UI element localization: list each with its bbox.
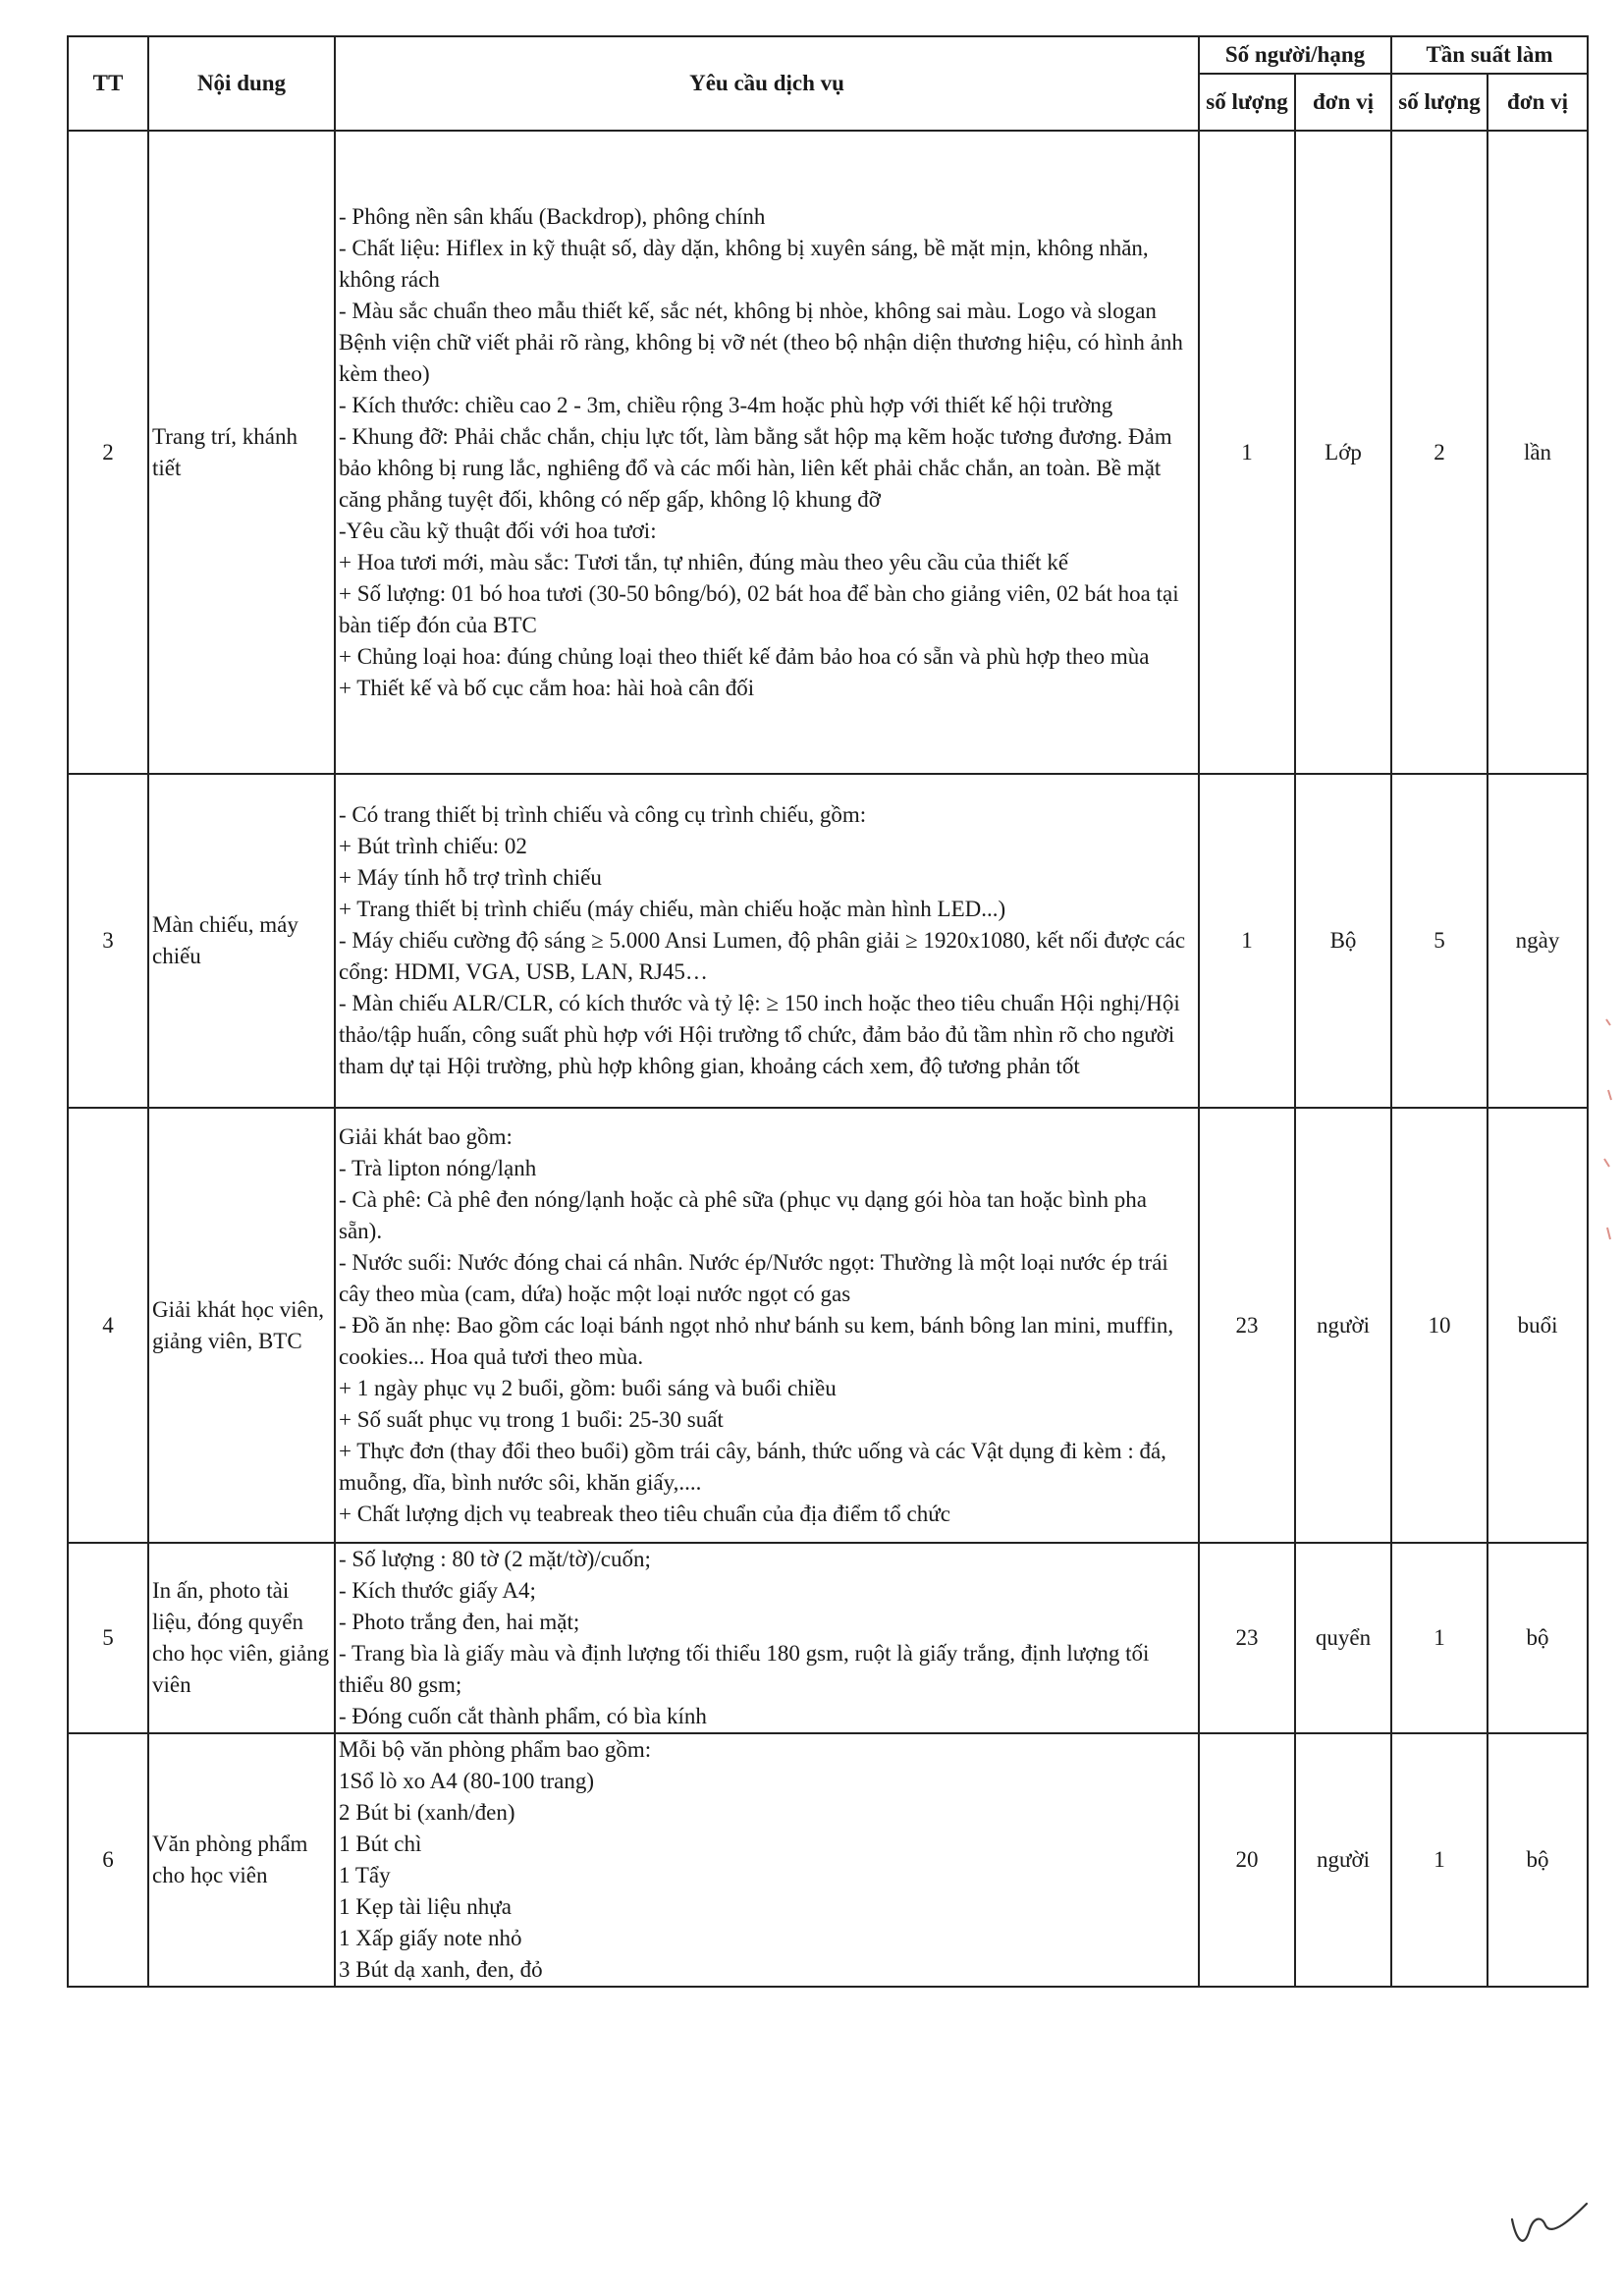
- requirement-line: Giải khát bao gồm:: [339, 1123, 513, 1149]
- header-people-group: Số người/hạng: [1199, 36, 1391, 74]
- requirement-line: + Số lượng: 01 bó hoa tươi (30-50 bông/bó), 02 bát hoa để bàn cho giảng viên, 02 bát hoa tại bàn tiếp đón của BTC: [339, 580, 1179, 637]
- row-content: In ấn, photo tài liệu, đóng quyển cho học viên, giảng viên: [148, 1543, 335, 1733]
- requirement-line: + 1 ngày phục vụ 2 buổi, gồm: buổi sáng và buổi chiều: [339, 1375, 837, 1400]
- header-people-unit: đơn vị: [1295, 74, 1391, 131]
- row-requirements: [335, 774, 1199, 1108]
- requirement-line: - Nước suối: Nước đóng chai cá nhân. Nước ép/Nước ngọt: Thường là một loại nước ép trái cây theo mùa (cam, dứa) hoặc một loại nước ngọt có gas: [339, 1249, 1168, 1306]
- table-row: [68, 1733, 1588, 1987]
- people-unit: Bộ: [1295, 774, 1391, 1108]
- people-unit: Lớp: [1295, 131, 1391, 774]
- handwritten-tick-icon: [1502, 2190, 1591, 2259]
- requirement-line: + Máy tính hỗ trợ trình chiếu: [339, 865, 602, 890]
- row-content: Trang trí, khánh tiết: [148, 131, 335, 774]
- requirement-line: + Trang thiết bị trình chiếu (máy chiếu, màn chiếu hoặc màn hình LED...): [339, 897, 1006, 921]
- header-frequency-quantity: số lượng: [1391, 74, 1488, 131]
- people-unit: quyển: [1295, 1543, 1391, 1733]
- requirement-line: - Số lượng : 80 tờ (2 mặt/tờ)/cuốn;: [339, 1547, 651, 1571]
- requirement-line: - Phông nền sân khấu (Backdrop), phông chính: [339, 203, 766, 229]
- row-requirements: [335, 1108, 1199, 1543]
- table-row: [68, 131, 1588, 774]
- people-unit: người: [1295, 1108, 1391, 1543]
- requirement-line: 1 Xấp giấy note nhỏ: [339, 1926, 522, 1950]
- table-row: [68, 1543, 1588, 1733]
- frequency-unit: lần: [1488, 131, 1588, 774]
- people-quantity: 23: [1199, 1108, 1295, 1543]
- requirement-line: 1 Tẩy: [339, 1863, 391, 1887]
- requirement-line: - Kích thước giấy A4;: [339, 1578, 536, 1603]
- header-people-quantity: số lượng: [1199, 74, 1295, 131]
- row-requirements: [335, 1733, 1199, 1987]
- requirement-line: - Trà lipton nóng/lạnh: [339, 1155, 537, 1180]
- requirement-line: - Khung đỡ: Phải chắc chắn, chịu lực tốt, làm bằng sắt hộp mạ kẽm hoặc tương đương. Đảm bảo không bị rung lắc, nghiêng đổ và các mối hàn, liên kết phải chắc chắn, an toàn. Bề mặt căng phẳng tuyệt đối, không có nếp gấp, không lộ khung đỡ: [339, 423, 1172, 512]
- requirement-line: -Yêu cầu kỹ thuật đối với hoa tươi:: [339, 518, 657, 543]
- people-quantity: 1: [1199, 774, 1295, 1108]
- frequency-quantity: 2: [1391, 131, 1488, 774]
- people-quantity: 20: [1199, 1733, 1295, 1987]
- table-row: [68, 1108, 1588, 1543]
- requirement-line: 1 Kẹp tài liệu nhựa: [339, 1894, 512, 1919]
- requirement-line: 2 Bút bi (xanh/đen): [339, 1800, 515, 1825]
- row-number: 5: [68, 1543, 148, 1733]
- frequency-quantity: 10: [1391, 1108, 1488, 1543]
- red-stamp-edge-icon: [1598, 1011, 1618, 1267]
- service-requirements-table: [67, 35, 1589, 1988]
- requirement-line: - Chất liệu: Hiflex in kỹ thuật số, dày dặn, không bị xuyên sáng, bề mặt mịn, không nhăn, không rách: [339, 235, 1149, 292]
- requirement-line: - Màn chiếu ALR/CLR, có kích thước và tỷ lệ: ≥ 150 inch hoặc theo tiêu chuẩn Hội nghị/Hội thảo/tập huấn, công suất phù hợp với Hội trường tổ chức, đảm bảo đủ tầm nhìn rõ cho người tham dự tại Hội trường, phù hợp không gian, khoảng cách xem, độ tương phản tốt: [339, 991, 1180, 1078]
- requirement-line: - Đồ ăn nhẹ: Bao gồm các loại bánh ngọt nhỏ như bánh su kem, bánh bông lan mini, muffin, cookies... Hoa quả tươi theo mùa.: [339, 1312, 1174, 1369]
- header-content: Nội dung: [148, 36, 335, 131]
- requirement-line: - Kích thước: chiều cao 2 - 3m, chiều rộng 3-4m hoặc phù hợp với thiết kế hội trường: [339, 392, 1113, 417]
- header-frequency-unit: đơn vị: [1488, 74, 1588, 131]
- table-row: [68, 774, 1588, 1108]
- frequency-unit: bộ: [1488, 1733, 1588, 1987]
- requirement-line: 1 Bút chì: [339, 1831, 422, 1856]
- requirement-line: + Chủng loại hoa: đúng chủng loại theo thiết kế đảm bảo hoa có sẵn và phù hợp theo mùa: [339, 643, 1150, 669]
- row-content: Giải khát học viên, giảng viên, BTC: [148, 1108, 335, 1543]
- row-number: 4: [68, 1108, 148, 1543]
- requirement-line: - Đóng cuốn cắt thành phẩm, có bìa kính: [339, 1704, 707, 1728]
- people-quantity: 1: [1199, 131, 1295, 774]
- frequency-unit: ngày: [1488, 774, 1588, 1108]
- header-tt: TT: [68, 36, 148, 131]
- requirement-line: + Chất lượng dịch vụ teabreak theo tiêu chuẩn của địa điểm tổ chức: [339, 1501, 950, 1526]
- frequency-quantity: 1: [1391, 1543, 1488, 1733]
- frequency-unit: buổi: [1488, 1108, 1588, 1543]
- requirement-line: - Cà phê: Cà phê đen nóng/lạnh hoặc cà phê sữa (phục vụ dạng gói hòa tan hoặc bình pha sẵn).: [339, 1186, 1147, 1243]
- requirement-line: - Trang bìa là giấy màu và định lượng tối thiểu 180 gsm, ruột là giấy trắng, định lượng tối thiểu 80 gsm;: [339, 1641, 1150, 1697]
- frequency-unit: bộ: [1488, 1543, 1588, 1733]
- requirement-line: + Thiết kế và bố cục cắm hoa: hài hoà cân đối: [339, 675, 755, 700]
- frequency-quantity: 1: [1391, 1733, 1488, 1987]
- row-content: Màn chiếu, máy chiếu: [148, 774, 335, 1108]
- requirement-line: 3 Bút dạ xanh, đen, đỏ: [339, 1957, 543, 1982]
- requirement-line: + Hoa tươi mới, màu sắc: Tươi tắn, tự nhiên, đúng màu theo yêu cầu của thiết kế: [339, 549, 1069, 574]
- row-requirements: [335, 131, 1199, 774]
- requirement-line: + Số suất phục vụ trong 1 buổi: 25-30 suất: [339, 1406, 724, 1432]
- row-requirements: [335, 1543, 1199, 1733]
- row-number: 2: [68, 131, 148, 774]
- requirement-line: + Thực đơn (thay đổi theo buổi) gồm trái cây, bánh, thức uống và các Vật dụng đi kèm : đá, muỗng, dĩa, bình nước sôi, khăn giấy,....: [339, 1438, 1166, 1495]
- requirement-line: + Bút trình chiếu: 02: [339, 834, 527, 858]
- row-number: 3: [68, 774, 148, 1108]
- requirement-line: 1Sổ lò xo A4 (80-100 trang): [339, 1769, 595, 1793]
- requirement-line: - Màu sắc chuẩn theo mẫu thiết kế, sắc nét, không bị nhòe, không sai màu. Logo và slogan Bệnh viện chữ viết phải rõ ràng, không bị vỡ nét (theo bộ nhận diện thương hiệu, có hình ảnh kèm theo): [339, 298, 1183, 386]
- people-unit: người: [1295, 1733, 1391, 1987]
- requirement-line: - Có trang thiết bị trình chiếu và công cụ trình chiếu, gồm:: [339, 802, 867, 827]
- header-requirements: Yêu cầu dịch vụ: [335, 36, 1199, 131]
- requirement-line: - Photo trắng đen, hai mặt;: [339, 1610, 580, 1634]
- frequency-quantity: 5: [1391, 774, 1488, 1108]
- people-quantity: 23: [1199, 1543, 1295, 1733]
- row-content: Văn phòng phẩm cho học viên: [148, 1733, 335, 1987]
- row-number: 6: [68, 1733, 148, 1987]
- requirement-line: Mỗi bộ văn phòng phẩm bao gồm:: [339, 1737, 652, 1762]
- requirement-line: - Máy chiếu cường độ sáng ≥ 5.000 Ansi Lumen, độ phân giải ≥ 1920x1080, kết nối được các cổng: HDMI, VGA, USB, LAN, RJ45…: [339, 928, 1186, 984]
- header-frequency-group: Tần suất làm: [1391, 36, 1588, 74]
